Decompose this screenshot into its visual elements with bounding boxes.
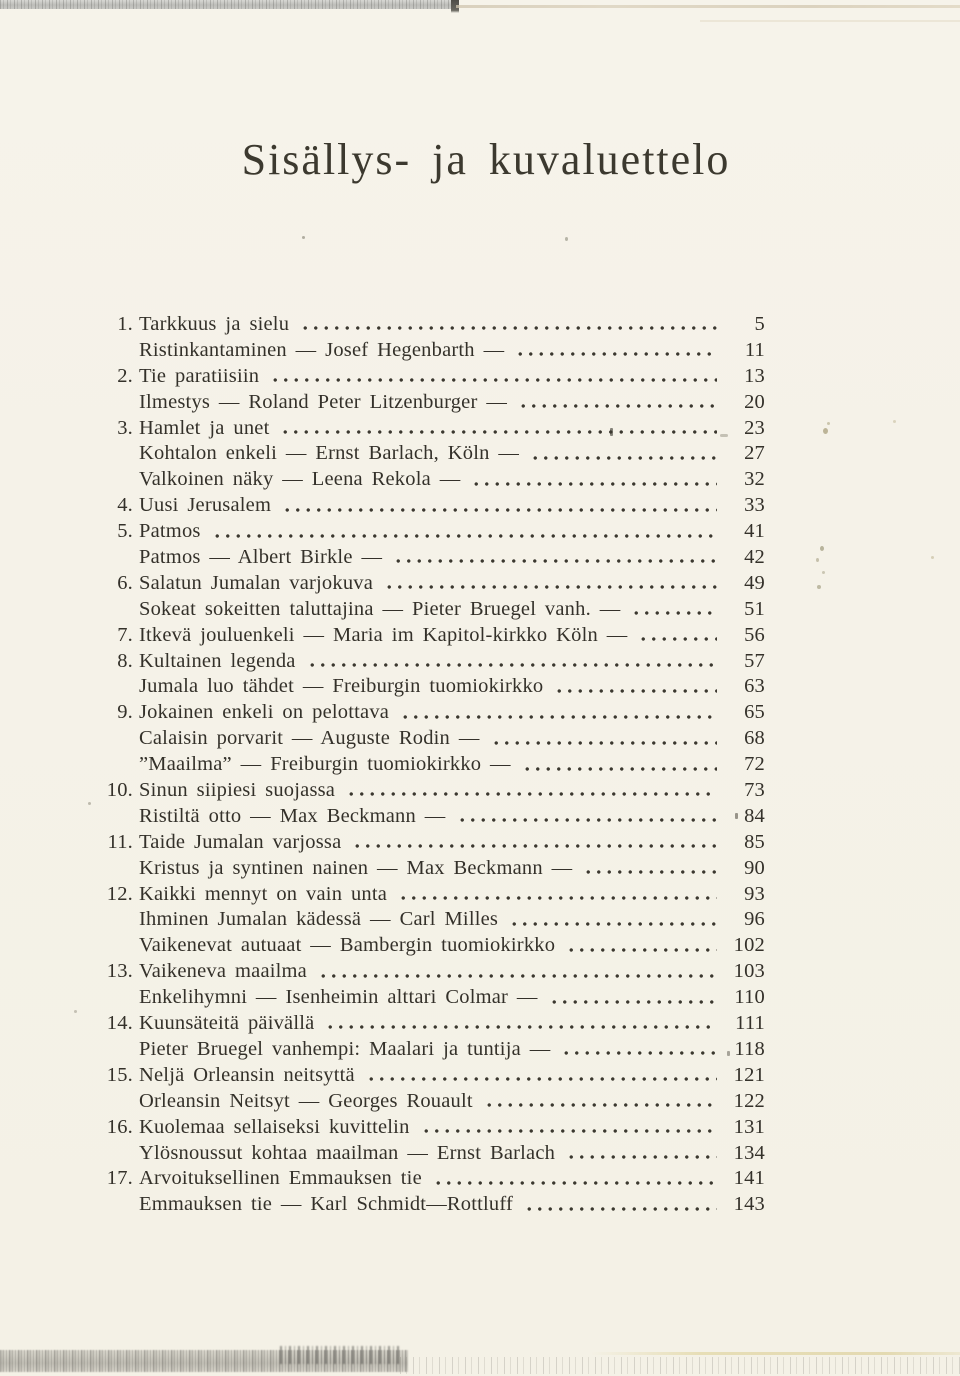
toc-row (102, 519, 765, 545)
toc-row (102, 959, 765, 985)
paper-speck (816, 558, 819, 562)
entry-page: 56 (744, 623, 765, 646)
dot-leader (278, 416, 717, 442)
entry-page: 51 (744, 597, 765, 620)
dot-leader (507, 907, 717, 933)
dot-leader (528, 441, 717, 467)
entry-page: 111 (735, 1012, 765, 1035)
paper-speck (822, 571, 825, 574)
toc-row (102, 649, 765, 675)
toc-row (102, 623, 765, 649)
toc-row (102, 1141, 765, 1167)
entry-number: 15. (106, 1063, 133, 1086)
entry-title: Ilmestys — Roland Peter Litzenburger — (139, 390, 508, 413)
dot-leader (419, 1115, 717, 1141)
dot-leader (547, 985, 717, 1011)
toc-row (102, 364, 765, 390)
entry-page: 93 (744, 882, 765, 905)
entry-number: 2. (117, 364, 133, 387)
entry-title: Enkelihymni — Isenheimin alttari Colmar — (139, 986, 538, 1009)
entry-page: 141 (733, 1167, 765, 1190)
entry-page: 143 (733, 1193, 765, 1216)
entry-number: 10. (106, 779, 133, 802)
paper-speck (74, 1010, 77, 1013)
entry-number: 9. (117, 701, 133, 724)
dot-leader (629, 597, 717, 623)
entry-number: 13. (106, 960, 133, 983)
paper-speck (817, 585, 821, 589)
entry-title: Ristiltä otto — Max Beckmann — (139, 804, 446, 827)
entry-title: Orleansin Neitsyt — Georges Rouault (139, 1089, 473, 1112)
page-title: Sisällys- ja kuvaluettelo (241, 135, 731, 184)
entry-number: 11. (107, 830, 133, 853)
toc-row (102, 597, 765, 623)
entry-page: 41 (744, 520, 765, 543)
dot-leader (516, 390, 717, 416)
entry-title: Jumala luo tähdet — Freiburgin tuomiokirkko (139, 675, 544, 698)
paper-speck (88, 802, 91, 805)
entry-page: 68 (744, 727, 765, 750)
dot-leader (520, 752, 717, 778)
dot-leader (513, 338, 717, 364)
scan-artifact-bottom-strip (0, 1350, 408, 1372)
entry-page: 23 (744, 416, 765, 439)
entry-page: 57 (744, 649, 765, 672)
dot-leader (344, 778, 717, 804)
toc-row (102, 1089, 765, 1115)
toc-row (102, 700, 765, 726)
entry-page: 27 (744, 442, 765, 465)
entry-title: Sinun siipiesi suojassa (139, 779, 336, 802)
toc-row (102, 985, 765, 1011)
toc-row (102, 1011, 765, 1037)
entry-title: Emmauksen tie — Karl Schmidt—Rottluff (139, 1193, 514, 1216)
entry-page: 131 (733, 1115, 765, 1138)
entry-page: 102 (733, 934, 765, 957)
entry-title: Kaikki mennyt on vain unta (139, 882, 388, 905)
entry-number: 5. (117, 520, 133, 543)
dot-leader (559, 1037, 717, 1063)
dot-leader (398, 700, 717, 726)
entry-page: 121 (733, 1063, 765, 1086)
dot-leader (280, 493, 717, 519)
entry-number: 3. (117, 416, 133, 439)
entry-title: Vaikenevat autuaat — Bambergin tuomiokirkko (139, 934, 556, 957)
toc-row (102, 441, 765, 467)
entry-page: 32 (744, 468, 765, 491)
toc-row (102, 933, 765, 959)
toc-row (102, 882, 765, 908)
entry-number: 16. (106, 1115, 133, 1138)
entry-number: 6. (117, 571, 133, 594)
entry-title: Kuolemaa sellaiseksi kuvittelin (139, 1115, 410, 1138)
dot-leader (455, 804, 718, 830)
entry-title: Jokainen enkeli on pelottava (139, 701, 390, 724)
entry-title: Ylösnoussut kohtaa maailman — Ernst Barlach (139, 1141, 556, 1164)
paper-speck (931, 556, 934, 559)
dot-leader (210, 519, 717, 545)
dot-leader (298, 312, 717, 338)
dot-leader (382, 571, 717, 597)
entry-title: Salatun Jumalan varjokuva (139, 571, 374, 594)
toc-row (102, 804, 765, 830)
entry-title: Kristus ja syntinen nainen — Max Beckmann — (139, 856, 573, 879)
dot-leader (268, 364, 717, 390)
scan-artifact-bottom-line (590, 1352, 960, 1355)
entry-number: 1. (117, 313, 133, 335)
scan-artifact-bottom-speckles (400, 1357, 960, 1374)
entry-page: 122 (733, 1089, 765, 1112)
dot-leader (431, 1166, 717, 1192)
entry-title: Kohtalon enkeli — Ernst Barlach, Köln — (139, 442, 520, 465)
toc-row (102, 726, 765, 752)
toc-row (102, 390, 765, 416)
entry-number: 14. (106, 1012, 133, 1035)
entry-page: 5 (754, 313, 765, 335)
dot-leader (564, 1141, 717, 1167)
entry-page: 85 (744, 830, 765, 853)
entry-number: 12. (106, 882, 133, 905)
toc-row (102, 545, 765, 571)
dot-leader (489, 726, 717, 752)
entry-page: 63 (744, 675, 765, 698)
toc-row (102, 1063, 765, 1089)
dot-leader (522, 1192, 717, 1218)
entry-title: Patmos (139, 520, 201, 543)
entry-title: Vaikeneva maailma (139, 960, 307, 983)
entry-page: 96 (744, 908, 765, 931)
entry-title: Tie paratiisiin (139, 364, 260, 387)
toc-row (102, 907, 765, 933)
entry-page: 65 (744, 701, 765, 724)
toc-row (102, 1192, 765, 1218)
paper-speck (820, 546, 824, 551)
dot-leader (469, 467, 717, 493)
entry-title: Hamlet ja unet (139, 416, 270, 439)
entry-title: Ihminen Jumalan kädessä — Carl Milles (139, 908, 499, 931)
entry-title: Kultainen legenda (139, 649, 296, 672)
entry-title: Arvoituksellinen Emmauksen tie (139, 1167, 422, 1190)
entry-title: Pieter Bruegel vanhempi: Maalari ja tuntija — (139, 1037, 551, 1060)
dot-leader (636, 623, 717, 649)
dot-leader (564, 933, 717, 959)
entry-page: 11 (744, 338, 765, 361)
toc-row (102, 1166, 765, 1192)
toc-row (102, 856, 765, 882)
dot-leader (305, 649, 717, 675)
paper-speck (302, 236, 305, 239)
entry-page: 72 (744, 753, 765, 776)
toc-row (102, 493, 765, 519)
entry-page: 90 (744, 856, 765, 879)
entry-title: Neljä Orleansin neitsyttä (139, 1063, 355, 1086)
entry-page: 33 (744, 494, 765, 517)
scan-artifact-top-line-faint (700, 20, 960, 22)
entry-title: Taide Jumalan varjossa (139, 830, 342, 853)
scan-artifact-top-strip (0, 0, 456, 9)
toc-list (102, 312, 765, 1218)
dot-leader (581, 856, 717, 882)
entry-title: Kuunsäteitä päivällä (139, 1012, 315, 1035)
paper-speck (893, 420, 896, 423)
entry-page: 134 (733, 1141, 765, 1164)
entry-page: 49 (744, 571, 765, 594)
entry-number: 17. (106, 1167, 133, 1190)
toc-row (102, 312, 765, 338)
entry-page: 20 (744, 390, 765, 413)
entry-number: 8. (117, 649, 133, 672)
toc-row (102, 752, 765, 778)
toc-row (102, 338, 765, 364)
dot-leader (482, 1089, 717, 1115)
dot-leader (316, 959, 717, 985)
entry-page: 84 (744, 804, 765, 827)
toc-row (102, 1037, 765, 1063)
entry-page: 13 (744, 364, 765, 387)
paper-speck (827, 422, 830, 425)
paper-speck (823, 428, 828, 434)
toc-row (102, 416, 765, 442)
entry-title: ”Maailma” — Freiburgin tuomiokirkko — (139, 753, 511, 776)
dot-leader (396, 882, 717, 908)
entry-page: 42 (744, 546, 765, 569)
toc-row (102, 467, 765, 493)
entry-title: Tarkkuus ja sielu (139, 313, 290, 335)
entry-number: 7. (117, 623, 133, 646)
entry-number: 4. (117, 494, 133, 517)
dot-leader (350, 830, 717, 856)
dot-leader (552, 674, 717, 700)
dot-leader (391, 545, 717, 571)
toc-row (102, 830, 765, 856)
entry-title: Valkoinen näky — Leena Rekola — (139, 468, 461, 491)
entry-title: Sokeat sokeitten taluttajina — Pieter Bruegel vanh. — (139, 597, 621, 620)
toc-row (102, 778, 765, 804)
entry-title: Patmos — Albert Birkle — (139, 546, 383, 569)
dot-leader (323, 1011, 717, 1037)
entry-page: 110 (734, 986, 765, 1009)
entry-page: 118 (734, 1037, 765, 1060)
toc-row (102, 1115, 765, 1141)
entry-title: Uusi Jerusalem (139, 494, 272, 517)
paper-speck (565, 237, 568, 241)
dot-leader (364, 1063, 717, 1089)
toc-row (102, 571, 765, 597)
entry-title: Ristinkantaminen — Josef Hegenbarth — (139, 338, 505, 361)
entry-page: 103 (733, 960, 765, 983)
entry-page: 73 (744, 779, 765, 802)
entry-title: Itkevä jouluenkeli — Maria im Kapitol-kirkko Köln — (139, 623, 628, 646)
entry-title: Calaisin porvarit — Auguste Rodin — (139, 727, 480, 750)
toc-row (102, 674, 765, 700)
scan-artifact-top-line (456, 5, 960, 8)
